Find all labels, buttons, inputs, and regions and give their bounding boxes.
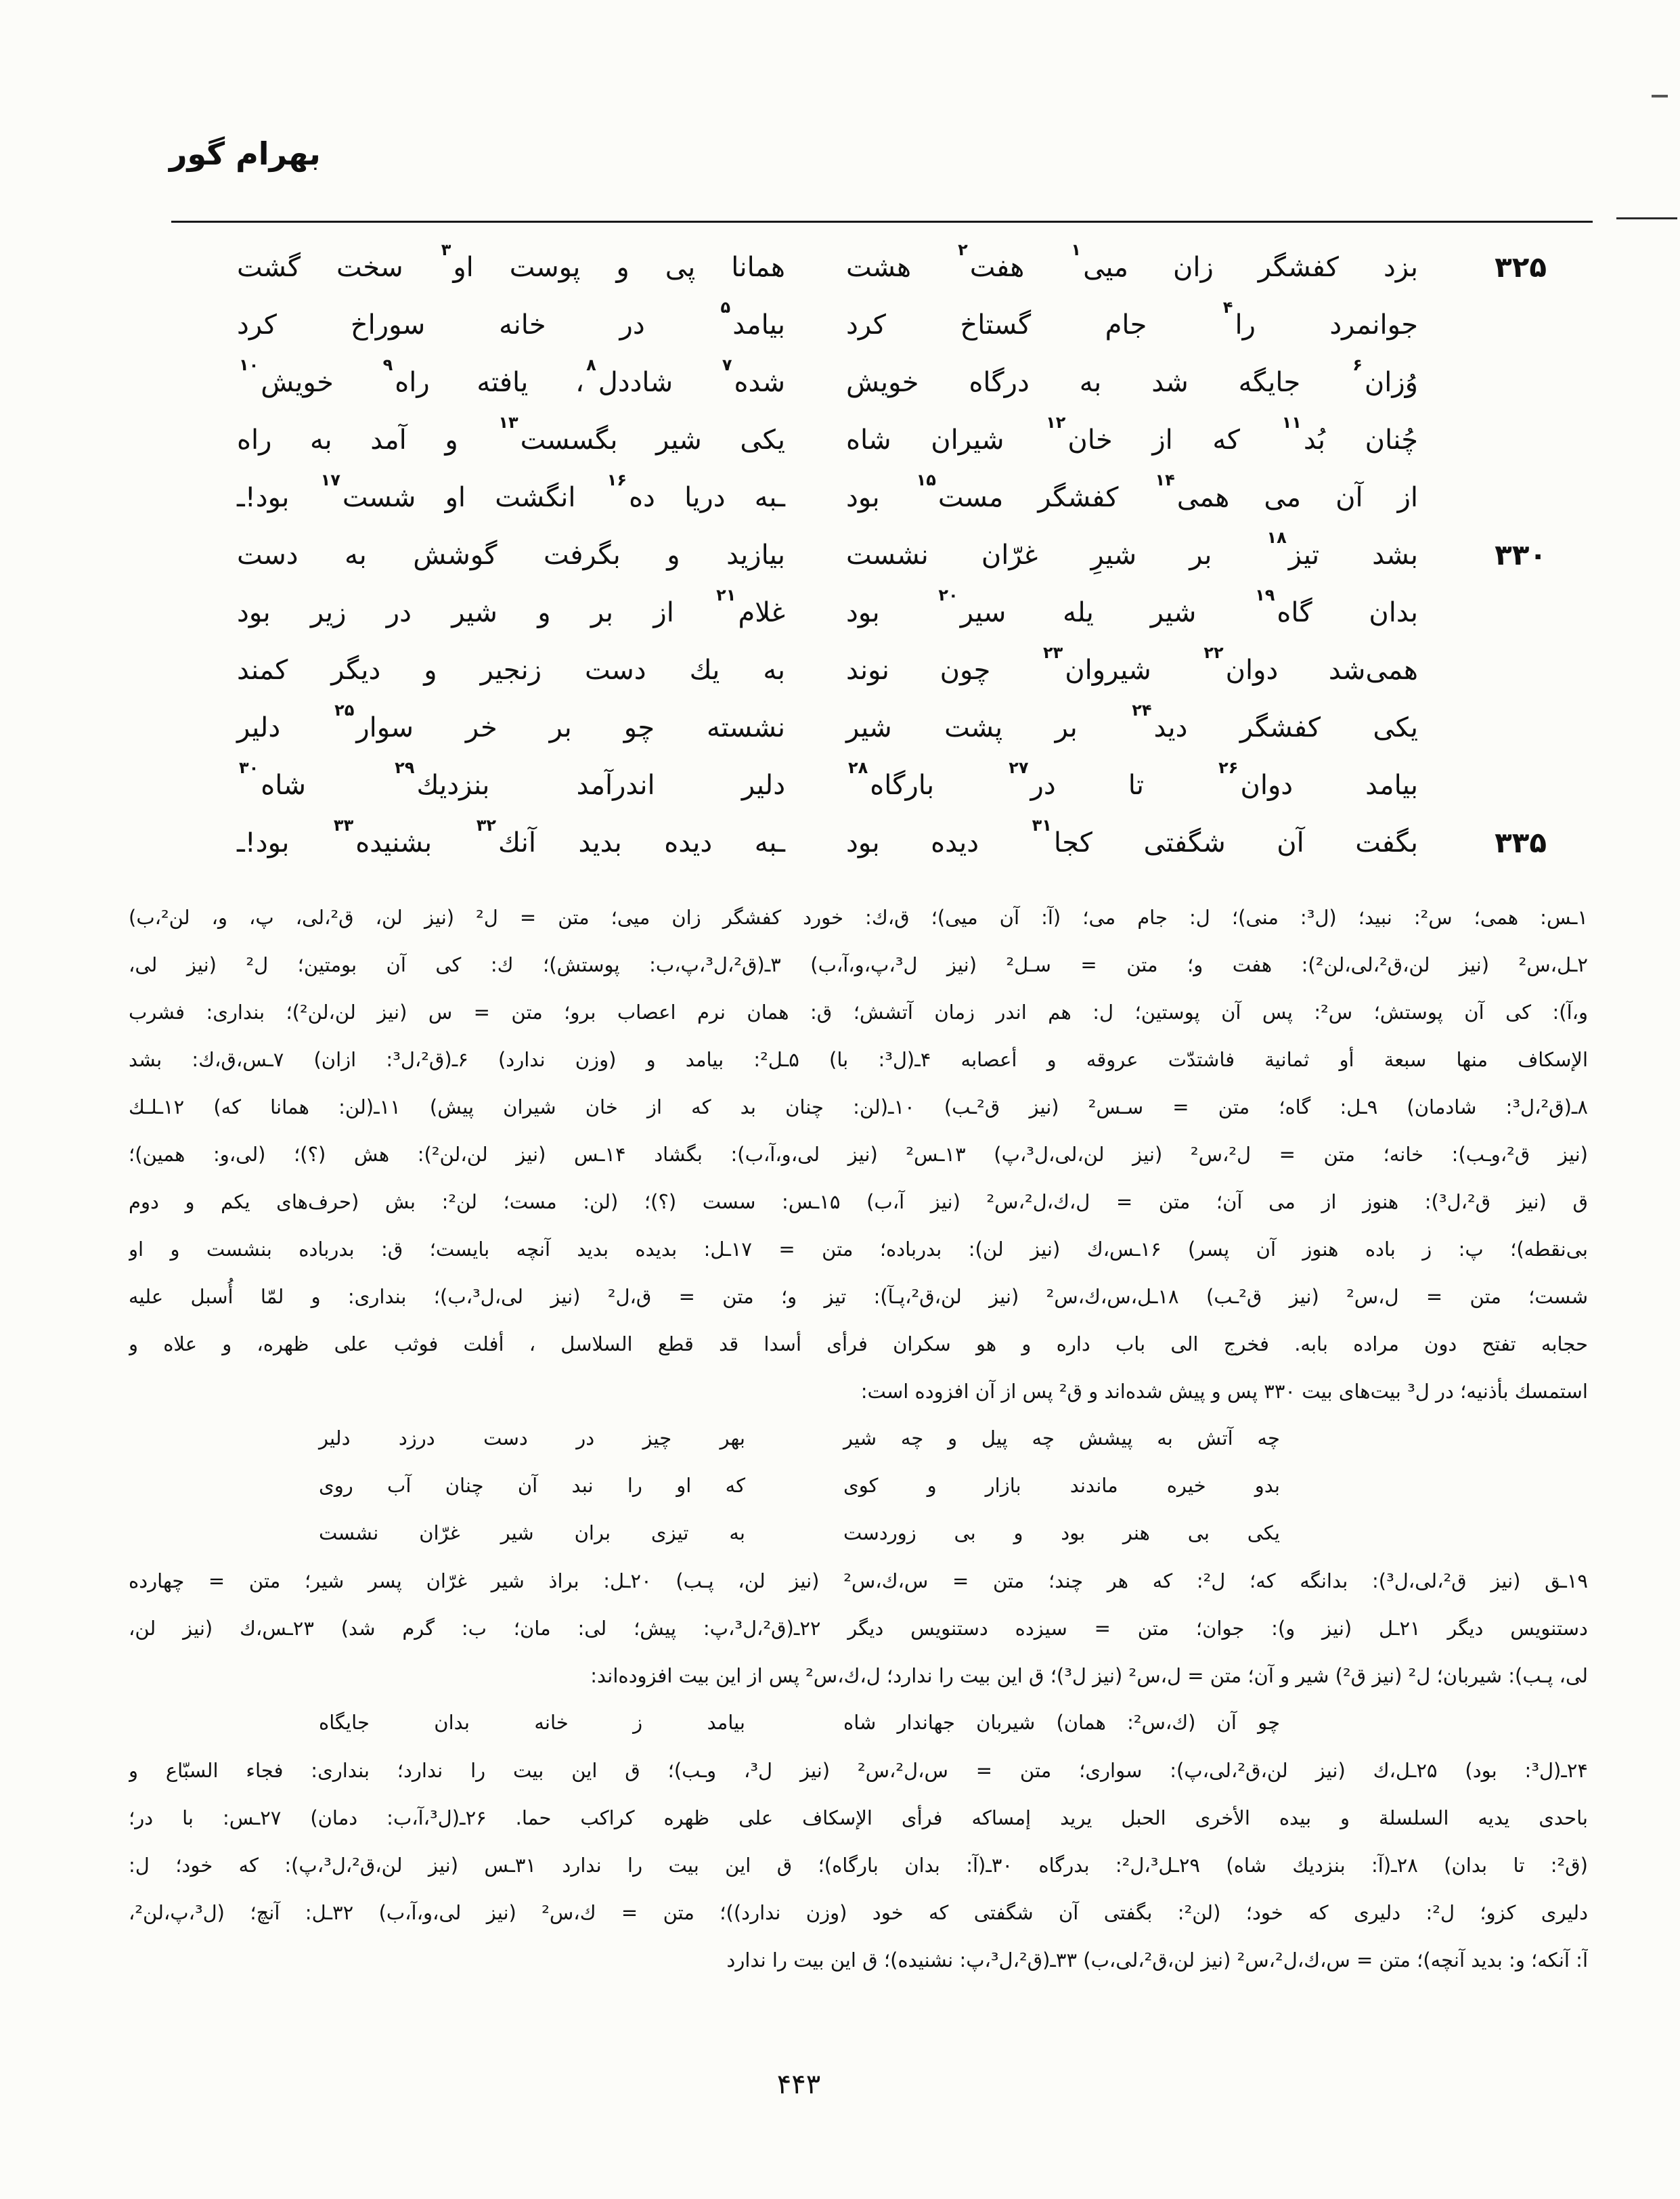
footnote-marker: ۸ [586,355,596,375]
verse-number: ۳۳۰ [1495,538,1547,571]
hemistich-right: همی‌شد دوان$^{۲۲}$ شیروان$^{۲۳}$ چون نوند [846,643,1418,686]
poem-text [132,238,1547,871]
apparatus-line: ۲۴ـ(ل³: بود) ۲۵ـل،ك (نیز لن،ق²،لی،پ): سواری؛ متن = س،ل²،س² (نیز ل³، وـب)؛ ق این بیت را ندارد؛ بنداری: فجاء السبّاع و [129,1759,1588,1782]
quoted-hemistich-left: به تیزی بران شیر غرّان نشست [319,1521,745,1545]
footnote-marker: ۱۶ [606,471,627,490]
hemistich-left: نشسته چو بر خر سوار$^{۲۵}$ دلیر [237,701,786,743]
footnote-marker: ۲۹ [395,758,415,778]
hemistich-left: شده$^۷$ شاددل$^۸$، یافته راه$^۹$ خویش$^{۱۰}$ [239,355,786,398]
verse-number: ۳۲۵ [1495,251,1547,284]
verse-row [132,411,1547,469]
footnote-marker: ۹ [382,355,393,375]
verse-row [132,641,1547,699]
apparatus-line: حجابه تفتح دون مراده بابه. فخرج الی باب داره و هو سكران فرأی أسدا قد قطع السلاسل ، أفلت فوثب علی ظهره، و علاه و [129,1332,1588,1355]
footnote-marker: ۳ [441,240,451,260]
hemistich-left: غلام$^{۲۱}$ از بر و شیر در زیر بود [237,586,785,628]
apparatus-line: ق (نیز ق²،ل³): هنوز از می آن؛ متن = ل،ك،ل²،س² (نیز آ،ب) ۱۵ـس: سست (؟)؛ (لن: مست؛ لن²: بش (حرف‌های یكم و دوم [129,1190,1588,1213]
verse-row [132,814,1547,871]
hemistich-left: یكی شیر بگسست$^{۱۳}$ و آمد به راه [237,413,785,456]
quoted-hemistich-left: بهر چیز در دست درزد دلیر [319,1427,745,1450]
quoted-hemistich-left: كه او را نبد آن چنان آب روی [319,1474,745,1498]
verse-row [132,526,1547,584]
apparatus-line: دستنویس دیگر ۲۱ـل (نیز و): جوان؛ متن = سیزده دستنویس دیگر ۲۲ـ(ق²،ل³،پ: پیش؛ لی: مان؛ ب: گرم شد) ۲۳ـس،ك (نیز لن، [129,1617,1588,1640]
hemistich-right: بشد تیز$^{۱۸}$ بر شیرِ غرّان نشست [846,528,1418,571]
apparatus-line: آ: آنكه؛ و: بدید آنچه)؛ متن = س،ك،ل²،س² (نیز لن،ق²،لی،ب) ۳۳ـ(ق²،ل³،پ: نشنیده)؛ ق این بیت را ندارد [726,1948,1588,1972]
footnote-marker: ۱۵ [916,471,936,490]
quoted-verse-row [129,1462,1588,1510]
footnote-marker: ۳۰ [239,758,259,778]
quoted-verse-row [129,1415,1588,1462]
footnote-marker: ۱۷ [320,471,340,490]
footnote-marker: ۲۲ [1203,643,1224,663]
hemistich-right: وُزان$^۶$ جایگه شد به درگاه خویش [846,355,1418,398]
quoted-verse-row [129,1510,1588,1557]
verse-row [132,756,1547,814]
hemistich-left: بیامد$^۵$ در خانه سوراخ كرد [237,298,785,341]
quoted-verse-row [129,1699,1588,1747]
footnote-marker: ۱۹ [1255,586,1275,605]
hemistich-right: بزد كفشگر زان میی$^۱$ هفت$^۲$ هشت [846,240,1418,283]
hemistich-left: به یك دست زنجیر و دیگر كمند [237,654,785,686]
verse-row [132,469,1547,526]
footnote-marker: ۱۳ [498,413,518,433]
footnote-marker: ۲۳ [1042,643,1063,663]
footnote-marker: ۱ [1071,240,1082,260]
footnote-marker: ۲۱ [716,586,736,605]
apparatus-line: ۸ـ(ق²،ل³: شادمان) ۹ـل: گاه؛ متن = سـس² (نیز ق²ـب) ۱۰ـ(لن: چنان بد كه از خان شیران پیش) ۱۱ـ(لن: همانا كه) ۱۲ـلـك [129,1095,1588,1118]
footnote-marker: ۲۷ [1009,758,1029,778]
hemistich-right: یكی كفشگر دید$^{۲۴}$ بر پشت شیر [846,701,1418,743]
quoted-hemistich-right: چو آن (ك،س²: همان) شیربان جهاندار شاه [843,1711,1280,1735]
quoted-hemistich-right: یكی بی هنر بود و بی زوردست [843,1521,1280,1545]
running-head-title: بهرام گور [169,135,321,172]
apparatus-line: استمسك بأذنیه؛ در ل³ بیت‌های بیت ۳۳۰ پس و پیش شده‌اند و ق² پس از آن افزوده است: [860,1380,1588,1403]
footnote-marker: ۱۸ [1266,528,1287,548]
footnote-marker: ۲۰ [938,586,958,605]
hemistich-right: از آن می همی$^{۱۴}$ كفشگر مست$^{۱۵}$ بود [846,471,1419,513]
footnote-marker: ۱۲ [1046,413,1066,433]
hemistich-right: بدان گاه$^{۱۹}$ شیر یله سیر$^{۲۰}$ بود [846,586,1418,628]
verse-row [132,238,1547,296]
quoted-hemistich-right: چه آتش به پیشش چه پیل و چه شیر [843,1427,1280,1450]
footnote-marker: ۶ [1352,355,1363,375]
apparatus-line: (نیز ق²،وـب): خانه؛ متن = ل²،س² (نیز لن،لی،ل³،پ) ۱۳ـس² (نیز لی،و،آ،ب): بگشاد ۱۴ـس (نیز لن،لن²): هش (؟)؛ (لی،و: همین)؛ [129,1143,1588,1166]
verse-row [132,296,1547,353]
page-number: ۴۴۳ [776,2069,821,2100]
footnote-marker: ۲۸ [848,758,868,778]
verse-number: ۳۳۵ [1495,826,1547,859]
header-rule [171,221,1593,223]
apparatus-line: ۱۹ـق (نیز ق²،لی،ل³): بدانگه كه؛ ل²: كه هر چند؛ متن = س،ك،س² (نیز لن، پـب) ۲۰ـل: براذ شیر غرّان پسر شیر؛ متن = چهارده [129,1569,1588,1592]
hemistich-left: ـبه دریا ده$^{۱۶}$ انگشت او شست$^{۱۷}$ بود!ـ [237,471,785,513]
hemistich-right: بیامد دوان$^{۲۶}$ تا در$^{۲۷}$ بارگاه$^{۲۸}$ [848,758,1418,801]
hemistich-right: جوانمرد را$^۴$ جام گستاخ كرد [846,298,1418,341]
hemistich-left: ـبه دیده بدید آنك$^{۳۲}$ بشنیده$^{۳۳}$ بود!ـ [237,816,785,858]
footnote-marker: ۲۵ [334,701,355,720]
apparatus-line: بی‌نقطه)؛ پ: ز باده هنوز آن پسر) ۱۶ـس،ك (نیز لن): بدرباده؛ متن = ۱۷ـل: بدیده بدید آنچه بایست؛ ق: بدرباده بنشست و او [129,1238,1588,1261]
verse-row [132,353,1547,411]
hemistich-right: چُنان بُد$^{۱۱}$ كه از خان$^{۱۲}$ شیران شاه [846,413,1418,456]
footnote-marker: ۱۰ [239,355,259,375]
hemistich-left: همانا پی و پوست او$^۳$ سخت گشت [237,240,785,283]
verse-row [132,584,1547,641]
hemistich-right: بگفت آن شگفتی كجا$^{۳۱}$ دیده بود [846,816,1418,858]
hemistich-left: دلیر اندرآمد بنزدیك$^{۲۹}$ شاه$^{۳۰}$ [239,758,786,801]
apparatus-line: الإسكاف منها سبعة أو ثمانیة فاشتدّت عروقه و أعصابه ۴ـ(ل³: با) ۵ـل²: بیامد و (وزن ندارد) ۶ـ(ق²،ل³: ازان) ۷ـس،ق،ك: بشد [129,1048,1588,1071]
apparatus-line: باحدی یدیه السلسلة و بیده الأخری الحبل یرید إمساكه فرأی الإسكاف علی ظهره كراكب حما. ۲۶ـ(ل³،آ،ب: دمان) ۲۷ـس: با در؛ [129,1806,1588,1829]
apparatus-line: شست؛ متن = ل،س² (نیز ق²ـب) ۱۸ـل،س،ك،س² (نیز لن،ق²،پـآ): تیز و؛ متن = ق،ل² (نیز لی،ل³،ب)؛ بنداری: و لمّا أُسبل علیه [129,1285,1588,1308]
footnote-marker: ۱۱ [1281,413,1302,433]
scan-artifact-mark [1652,95,1668,97]
apparatus-line: ۱ـس: همی؛ س²: نبید؛ (ل³: منی)؛ ل: جام می؛ (آ: آن میی)؛ ق،ك: خورد كفشگر زان میی؛ متن = ل² (نیز لن، ق²،لی، پ، و، لن²،ب) [129,906,1588,929]
apparatus-line: ۲ـل،س² (نیز لن،ق²،لی،لن²): هفت و؛ متن = سـل² (نیز ل³،پ،و،آ،ب) ۳ـ(ق²،ل³،پ،ب: پوستش)؛ ك: كی آن بومتین؛ ل² (نیز لی، [129,953,1588,976]
quoted-hemistich-right: بدو خیره ماندند بازار و كوی [843,1474,1280,1498]
apparatus-line: (ق²: تا بدان) ۲۸ـ(آ: بنزدیك شاه) ۲۹ـل³،ل²: بدرگاه ۳۰ـ(آ: بدان بارگاه)؛ ق این بیت را ندارد ۳۱ـس (نیز لن،ق²،ل³،پ): كه خود؛ ل: [129,1854,1588,1877]
footnote-marker: ۳۲ [476,816,496,835]
footnote-marker: ۳۱ [1032,816,1052,835]
apparatus-line: دلیری كزو؛ ل²: دلیری كه خود؛ (لن²: بگفتی آن شگفتی كه خود (وزن ندارد))؛ متن = ك،س² (نیز لی،و،آ،ب) ۳۲ـل: آنچ؛ (ل³،پ،لن²، [129,1901,1588,1924]
footnote-marker: ۲۴ [1132,701,1152,720]
quoted-hemistich-left: بیامد ز خانه بدان جایگاه [319,1711,745,1735]
apparatus-line: و،آ): كی آن پوستش؛ س²: پس آن پوستین؛ ل: هم اندر زمان آتشش؛ ق: همان نرم اعصاب برو؛ متن = س (نیز لن،لن²)؛ بنداری: فشرب [129,1001,1588,1024]
footnote-marker: ۷ [722,355,732,375]
critical-apparatus [129,894,1588,1984]
footnote-marker: ۵ [720,298,731,318]
footnote-marker: ۴ [1222,298,1233,318]
apparatus-line: لی، پـب): شیربان؛ ل² (نیز ق²) شیر و آن؛ متن = ل،س² (نیز ل³)؛ ق این بیت را ندارد؛ ل،ك،س² پس از این بیت افزوده‌اند: [590,1664,1588,1687]
verse-row [132,699,1547,756]
hemistich-left: بیازید و بگرفت گوشش به دست [237,539,785,571]
footnote-marker: ۲۶ [1218,758,1239,778]
footnote-marker: ۲ [958,240,968,260]
header-rule-segment [1616,217,1677,219]
footnote-marker: ۱۴ [1155,471,1175,490]
footnote-marker: ۳۳ [333,816,354,835]
